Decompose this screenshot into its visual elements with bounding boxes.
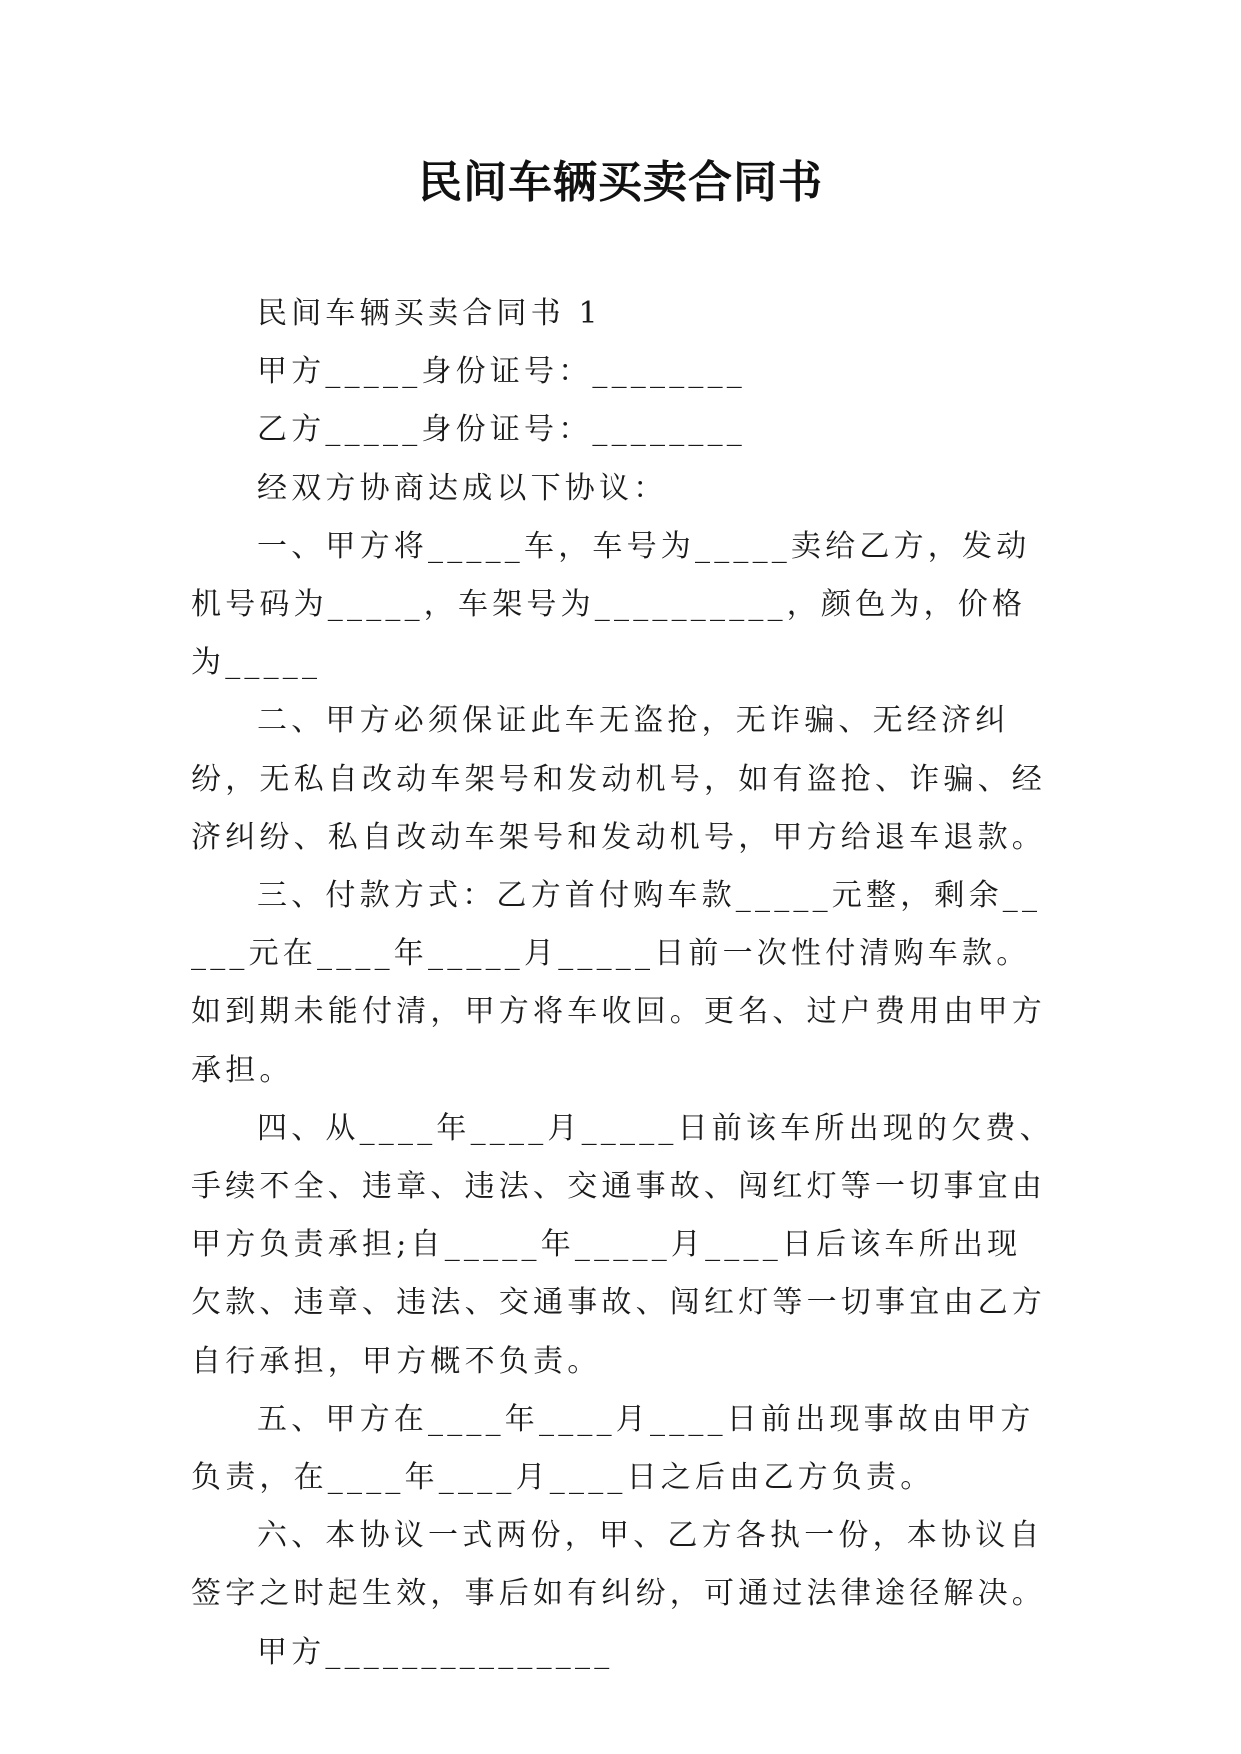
document-body — [191, 285, 1055, 1682]
clause-4: 四、从____年____月_____日前该车所出现的欠费、手续不全、违章、违法、交通事故、闯红灯等一切事宜由甲方负责承担;自_____年_____月____日后该车所出现欠款、违章、违法、交通事故、闯红灯等一切事宜由乙方自行承担，甲方概不负责。 — [191, 1110, 1054, 1379]
clause-2: 二、甲方必须保证此车无盗抢，无诈骗、无经济纠纷，无私自改动车架号和发动机号，如有盗抢、诈骗、经济纠纷、私自改动车架号和发动机号，甲方给退车退款。 — [191, 703, 1046, 855]
clause-1: 一、甲方将_____车，车号为_____卖给乙方，发动机号码为_____，车架号为__________，颜色为，价格为_____ — [191, 528, 1031, 681]
clause-3: 三、付款方式：乙方首付购车款_____元整，剩余_____元在____年_____月_____日前一次性付清购车款。如到期未能付清，甲方将车收回。更名、过户费用由甲方承担。 — [191, 878, 1046, 1088]
party-a-signature-line: 甲方_______________ — [257, 1634, 614, 1670]
agreement-intro: 经双方协商达成以下协议： — [257, 470, 668, 506]
contract-subtitle: 民间车辆买卖合同书 1 — [257, 296, 602, 331]
clause-5: 五、甲方在____年____月____日前出现事故由甲方负责，在____年____月____日之后由乙方负责。 — [191, 1401, 1035, 1496]
document-title: 民间车辆买卖合同书 — [418, 157, 823, 208]
party-b-line: 乙方_____身份证号：________ — [257, 412, 746, 448]
clause-6: 六、本协议一式两份，甲、乙方各执一份，本协议自签字之时起生效，事后如有纠纷，可通过法律途径解决。 — [191, 1518, 1046, 1612]
party-a-line: 甲方_____身份证号：________ — [257, 354, 746, 390]
